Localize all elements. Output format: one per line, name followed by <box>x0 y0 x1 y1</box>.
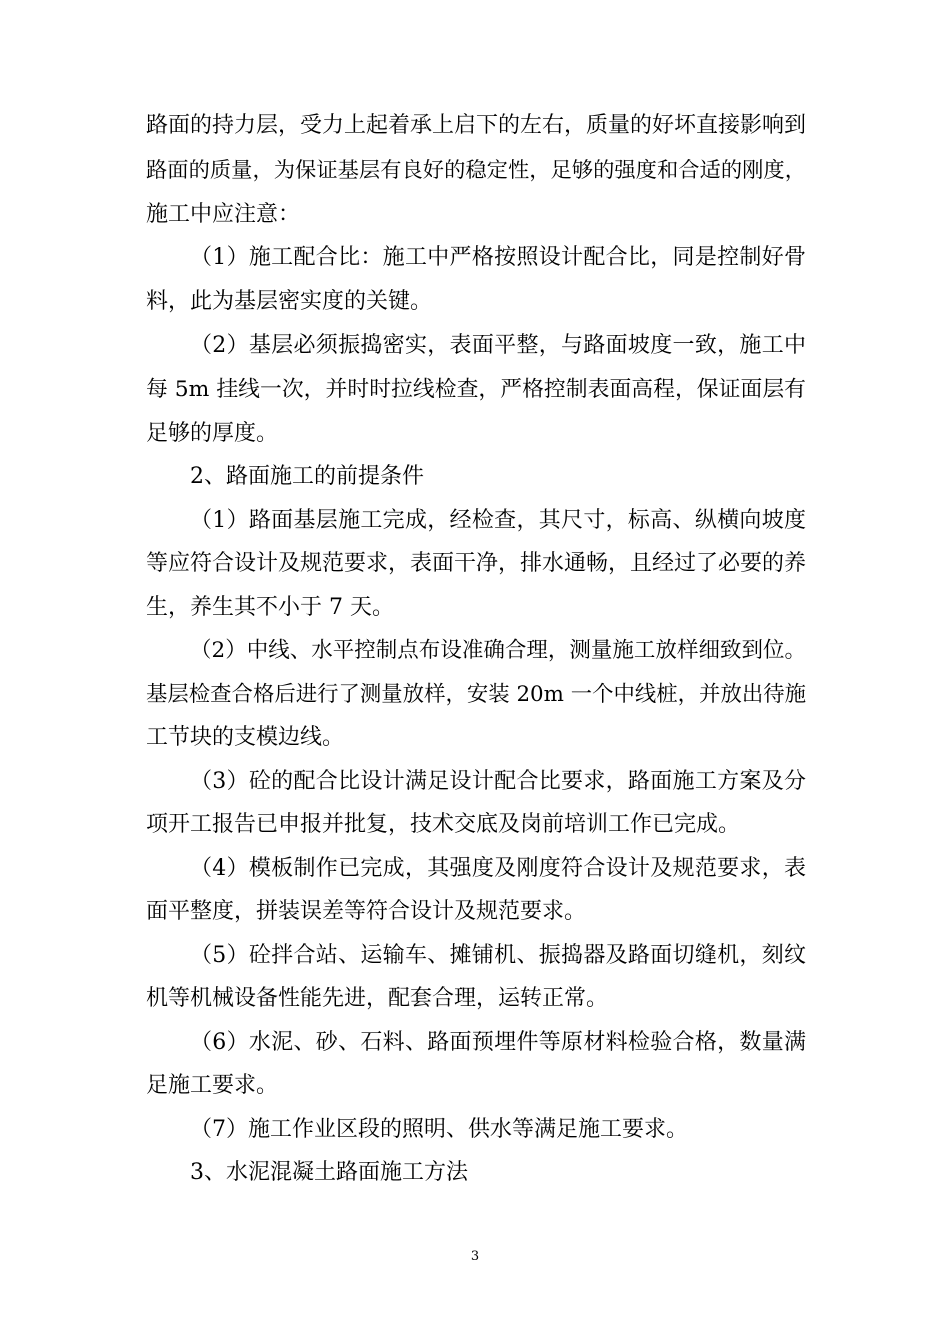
text-line: （7）施工作业区段的照明、供水等满足施工要求。 <box>190 1117 688 1142</box>
text-line: 等应符合设计及规范要求，表面干净，排水通畅，且经过了必要的养 <box>146 551 807 576</box>
text-line: （2）基层必须振捣密实，表面平整，与路面坡度一致，施工中 <box>190 333 806 358</box>
text-line: 机等机械设备性能先进，配套合理，运转正常。 <box>146 986 609 1011</box>
text-line: 足够的厚度。 <box>146 421 279 446</box>
text-line: 路面的质量，为保证基层有良好的稳定性，足够的强度和合适的刚度， <box>146 158 806 183</box>
text-line: 路面的持力层，受力上起着承上启下的左右，质量的好坏直接影响到 <box>146 113 807 138</box>
text-line: 生，养生其不小于 7 天。 <box>146 595 394 620</box>
text-line: （5）砼拌合站、运输车、摊铺机、振捣器及路面切缝机，刻纹 <box>190 943 806 968</box>
text-line: 面平整度，拼装误差等符合设计及规范要求。 <box>146 899 587 924</box>
text-line: 料，此为基层密实度的关键。 <box>146 289 433 314</box>
text-line: 基层检查合格后进行了测量放样，安装 20m 一个中线桩，并放出待施 <box>146 682 806 707</box>
section-heading: 3、水泥混凝土路面施工方法 <box>190 1160 468 1185</box>
text-line: （1）施工配合比：施工中严格按照设计配合比，同是控制好骨 <box>190 245 806 270</box>
text-line: 每 5m 挂线一次，并时时拉线检查，严格控制表面高程，保证面层有 <box>146 377 806 402</box>
section-heading: 2、路面施工的前提条件 <box>190 464 424 489</box>
text-line: 施工中应注意： <box>146 202 301 227</box>
text-line: 足施工要求。 <box>146 1073 279 1098</box>
text-line: （6）水泥、砂、石料、路面预埋件等原材料检验合格，数量满 <box>190 1030 806 1055</box>
text-line: 工节块的支模边线。 <box>146 725 345 750</box>
text-line: （1）路面基层施工完成，经检查，其尺寸，标高、纵横向坡度 <box>190 508 806 533</box>
text-line: （3）砼的配合比设计满足设计配合比要求，路面施工方案及分 <box>190 769 806 794</box>
text-line: 项开工报告已申报并批复，技术交底及岗前培训工作已完成。 <box>146 812 741 837</box>
page-number: 3 <box>470 1249 480 1264</box>
text-line: （2）中线、水平控制点布设准确合理，测量施工放样细致到位。 <box>190 638 806 663</box>
text-line: （4）模板制作已完成，其强度及刚度符合设计及规范要求，表 <box>190 856 806 881</box>
